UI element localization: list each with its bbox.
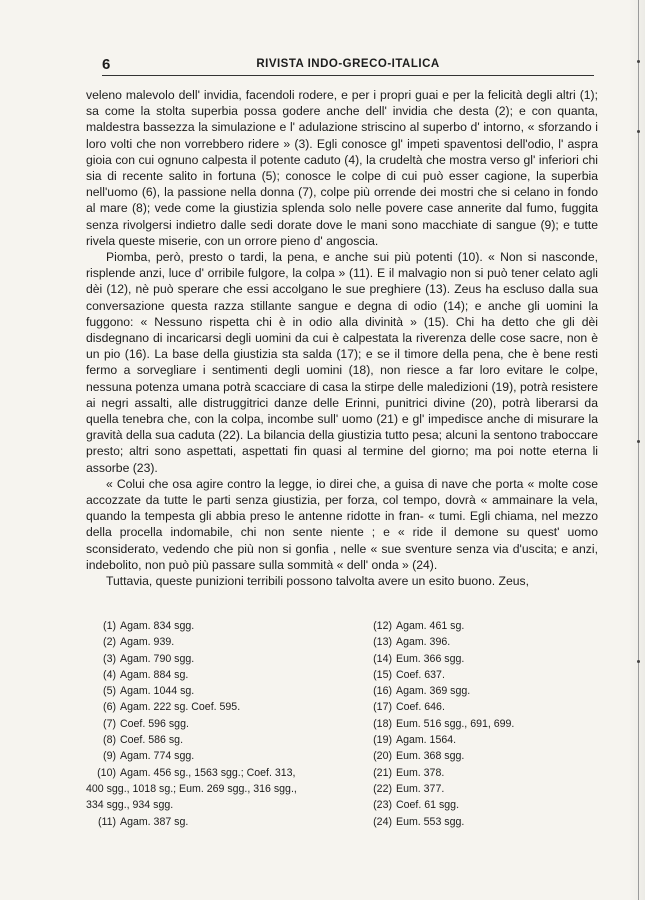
paragraph-1: veleno malevolo dell' invidia, facendoli rodere, e per i propri guai e per la felicità degli altri (1); sa come la stolta superbia possa godere anche dell' invidia che desta (2); e con quanta, maldestra bassezza la simulazione e l' adulazione striscino al superbo d' intorno, « sforzando i loro volti che non vorrebbero ridere » (3). Egli conosce gl' impeti spaventosi dell'odio, l' aspra gioia con cui ognuno calpesta il potente caduto (4), la crudeltà che mostra verso gl' inferiori chi sia di recente salito in fortuna (5); conosce le colpe di cui può esser cagione, la superbia nell'uomo (6), la passione nella donna (7), colpe più orrende dei mostri che si celano in fondo al mare (8); vede come la giustizia splenda solo nelle povere case annerite dal fumo, fuggita senza rivolgersi indietro dalle sedi dorate dove le mani sono macchiate di sangue (9); e tutte rivela queste miserie, con un orrore pieno d' angoscia. <box>86 88 598 248</box>
footnote-number: (15) <box>373 668 392 681</box>
footnote-continuation: 334 sgg., 934 sgg. <box>86 799 174 812</box>
footnote-number: (2) <box>103 636 116 649</box>
footnote-number: (10) <box>97 766 116 779</box>
binding-line <box>638 0 639 900</box>
page-header <box>102 56 594 76</box>
footnote-text: Agam. 1044 sg. <box>120 685 195 698</box>
paragraph-2: Piomba, però, presto o tardi, la pena, e anche sui più potenti (10). « Non si nasconde, risplende anzi, luce d' orribile fulgore, la colpa » (11). E il malvagio non si può tener celato agli dèi (12), nè può sperare che essi accolgano le sue preghiere (13). Zeus ha escluso dalla sua conversazione questa razza stillante sangue e degna di odio (14); e anche gli uomini la fuggono: « Nessuno rispetta chi è in odio alla divinità » (15). Chi ha detto che gli dèi disdegnano di incaricarsi degli uomini da cui è calpestata la riverenza delle cose sacre, non è un pio (16). La base della giustizia sta salda (17); e se il timore della pena, che è bene resti fermo a sorvegliare i sentimenti degli uomini (18), non riesce a far loro evitare le colpe, nessuna potenza umana potrà scacciare di casa la stirpe delle maledizioni (19), potrà resistere ai negri assalti, alle distruggitrici danze delle Erinni, punitrici divine (20), potrà liberarsi da quella tenebra che, con la colpa, incombe sull' uomo (21) e gl' impedisce anche di misurare la gravità della sua caduta (22). La bilancia della giustizia tutto pesa; alcuni la sentono traboccare presto; altri sono aspettati, aspettati fin quasi al termine del giorno; ma poi notte eterna li assorbe (23). <box>86 250 598 475</box>
footnote-number: (5) <box>103 685 116 698</box>
footnote <box>362 814 592 830</box>
footnote-text: Eum. 553 sgg. <box>396 815 465 828</box>
footnote-text: Agam. 456 sg., 1563 sgg.; Coef. 313, <box>120 766 296 779</box>
footnote <box>86 683 376 699</box>
footnote-text: Agam. 222 sg. Coef. 595. <box>120 701 241 714</box>
binding-mark <box>637 660 640 663</box>
footnote-number: (19) <box>373 734 392 747</box>
running-title: RIVISTA INDO-GRECO-ITALICA <box>256 58 440 70</box>
footnote <box>362 667 592 683</box>
footnote-number: (13) <box>373 636 392 649</box>
footnote-text: Eum. 377. <box>396 782 445 795</box>
footnote-text: Coef. 637. <box>396 668 445 681</box>
footnote <box>86 651 376 667</box>
paragraph-4: Tuttavia, queste punizioni terribili possono talvolta avere un esito buono. Zeus, <box>106 574 529 589</box>
footnote <box>362 732 592 748</box>
paragraph-3-quotation: « Colui che osa agire contro la legge, io direi che, a guisa di nave che porta « molte cose accozzate da tutte le parti senza giustizia, per forza, col tempo, dovrà « ammainare la vela, quando la tempesta gli abbia preso le antenne ridotte in fran- « tumi. Egli chiama, nel mezzo della procella indomabile, chi non sente niente ; e « ride il demone su quest' uomo sconsiderato, vedendo che più non si gonfia , nelle « sue sventure senza via d'uscita; e anzi, indebolito, non può più passare sulla sommità « dell' onda » (24). <box>86 476 598 572</box>
footnote-number: (8) <box>103 734 116 747</box>
footnote-text: Coef. 586 sg. <box>120 734 184 747</box>
footnote-number: (22) <box>373 782 392 795</box>
footnote-text: Agam. 834 sgg. <box>120 620 195 632</box>
footnote-text: Agam. 369 sgg. <box>396 685 471 698</box>
footnote <box>362 683 592 699</box>
footnote <box>362 634 592 650</box>
footnote <box>362 781 592 797</box>
footnote <box>362 765 592 781</box>
header-rule <box>102 75 594 76</box>
footnote-text: Eum. 368 sgg. <box>396 750 465 763</box>
footnote-number: (6) <box>103 701 116 714</box>
footnote-number: (18) <box>373 717 392 730</box>
footnote-text: Agam. 774 sgg. <box>120 750 195 763</box>
footnote-text: Agam. 939. <box>120 636 175 649</box>
binding-mark <box>637 130 640 133</box>
page-number: 6 <box>102 56 111 73</box>
footnote-number: (23) <box>373 799 392 812</box>
footnote-number: (4) <box>103 668 116 681</box>
footnote-number: (20) <box>373 750 392 763</box>
footnotes-right-column <box>362 618 592 830</box>
footnote-text: Eum. 516 sgg., 691, 699. <box>396 717 515 730</box>
footnote-number: (12) <box>373 620 392 632</box>
footnote-number: (3) <box>103 652 116 665</box>
footnote <box>362 699 592 715</box>
footnote <box>86 732 376 748</box>
footnote-number: (24) <box>373 815 392 828</box>
footnote <box>86 699 376 715</box>
footnotes-left-column <box>86 618 376 830</box>
footnote-number: (21) <box>373 766 392 779</box>
binding-mark <box>637 440 640 443</box>
footnote <box>362 716 592 732</box>
footnote-text: Coef. 596 sgg. <box>120 717 189 730</box>
binding-mark <box>637 60 640 63</box>
footnote-text: Agam. 396. <box>396 636 451 649</box>
footnote-text: Agam. 387 sg. <box>120 815 189 828</box>
footnote-number: (11) <box>97 815 116 828</box>
footnote-text: Agam. 461 sg. <box>396 620 465 632</box>
footnote <box>362 651 592 667</box>
body-text <box>86 87 598 589</box>
footnote <box>362 748 592 764</box>
footnote-number: (17) <box>373 701 392 714</box>
footnote <box>86 748 376 764</box>
footnote-text: Eum. 378. <box>396 766 445 779</box>
footnote-number: (14) <box>373 652 392 665</box>
footnote-text: Agam. 1564. <box>396 734 457 747</box>
footnote <box>86 814 376 830</box>
footnote-continuation: 400 sgg., 1018 sg.; Eum. 269 sgg., 316 sgg., <box>86 782 297 795</box>
footnote-number: (9) <box>103 750 116 763</box>
footnote-text: Coef. 646. <box>396 701 445 714</box>
footnote <box>86 765 376 781</box>
footnote <box>86 716 376 732</box>
footnote-text: Coef. 61 sgg. <box>396 799 460 812</box>
footnote-text: Eum. 366 sgg. <box>396 652 465 665</box>
footnote <box>86 667 376 683</box>
page-binding-edge <box>629 0 645 900</box>
footnote-number: (16) <box>373 685 392 698</box>
footnote-number: (7) <box>103 717 116 730</box>
footnote-number: (1) <box>103 620 116 632</box>
footnote <box>86 618 376 634</box>
footnote <box>86 634 376 650</box>
footnote-text: Agam. 884 sg. <box>120 668 189 681</box>
footnote <box>362 797 592 813</box>
footnote-text: Agam. 790 sgg. <box>120 652 195 665</box>
footnote <box>362 618 592 634</box>
